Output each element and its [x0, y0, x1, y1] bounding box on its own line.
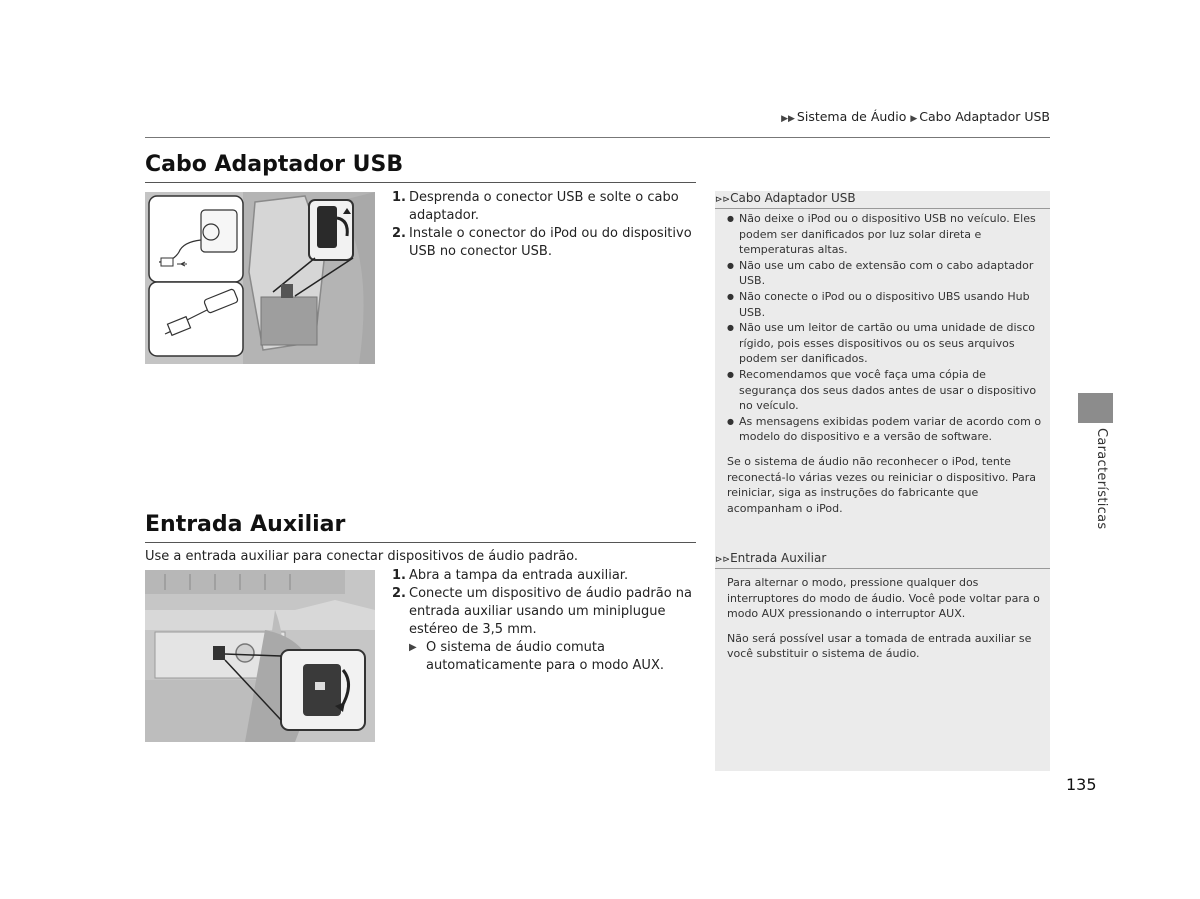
- aux-note-paragraph-1: Para alternar o modo, pressione qualquer dos interruptores do modo de áudio. Você pode voltar para o modo AUX pressionando o interruptor AUX.: [727, 576, 1040, 621]
- list-item: ● Não conecte o iPod ou o dispositivo UBS usando Hub USB.: [727, 289, 1042, 320]
- usb-note-heading: [715, 191, 1050, 205]
- usb-step-1: [392, 189, 697, 225]
- list-item: ● Não use um leitor de cartão ou uma unidade de disco rígido, pois esses dispositivos ou os seus arquivos podem ser danificados.: [727, 320, 1042, 367]
- breadcrumb: [781, 109, 1050, 124]
- aux-note-paragraph-2: Não será possível usar a tomada de entrada auxiliar se você substituir o sistema de áudio.: [727, 631, 1032, 661]
- usb-note-paragraph: Se o sistema de áudio não reconhecer o iPod, tente reconectá-lo várias vezes ou reiniciar o dispositivo. Para reiniciar, siga as instruções do fabricante que acompanham o iPod.: [727, 454, 1037, 515]
- aux-section-divider: [145, 542, 696, 543]
- aux-note-body: [727, 575, 1042, 662]
- list-item: ● Não deixe o iPod ou o dispositivo USB no veículo. Eles podem ser danificados por luz solar direta e temperaturas altas.: [727, 211, 1042, 258]
- aux-note-heading-text: Entrada Auxiliar: [730, 551, 827, 565]
- usb-note-body: [727, 211, 1042, 516]
- chapter-tab-label: Características: [1094, 428, 1109, 530]
- aux-substep: [392, 639, 697, 675]
- step-text: Desprenda o conector USB e solte o cabo adaptador.: [409, 190, 679, 223]
- list-item: ● Não use um cabo de extensão com o cabo adaptador USB.: [727, 258, 1042, 289]
- usb-console-drawing: [145, 192, 375, 364]
- reference-icon: ⊳⊳: [715, 195, 731, 205]
- usb-steps: [392, 189, 697, 261]
- step-number: 1.: [392, 190, 406, 205]
- double-arrow-icon: ▶▶: [781, 114, 795, 124]
- list-item: ● Recomendamos que você faça uma cópia de segurança dos seus dados antes de usar o dispositivo no veículo.: [727, 367, 1042, 414]
- aux-note-heading: [715, 551, 1050, 565]
- aux-section-title: Entrada Auxiliar: [145, 512, 346, 537]
- list-item: ● As mensagens exibidas podem variar de acordo com o modelo do dispositivo e a versão de software.: [727, 414, 1042, 445]
- reference-icon: ⊳⊳: [715, 555, 731, 565]
- arrow-icon: ▶: [910, 114, 918, 124]
- result-arrow-icon: ▶: [409, 642, 417, 653]
- step-number: 1.: [392, 568, 406, 583]
- usb-section-divider: [145, 182, 696, 183]
- step-number: 2.: [392, 226, 406, 241]
- aux-console-drawing: [145, 570, 375, 742]
- step-text: Conecte um dispositivo de áudio padrão na entrada auxiliar usando um miniplugue estéreo de 3,5 mm.: [409, 586, 693, 637]
- usb-note-divider: [715, 208, 1050, 209]
- usb-note-heading-text: Cabo Adaptador USB: [730, 191, 856, 205]
- substep-text: O sistema de áudio comuta automaticamente para o modo AUX.: [426, 640, 664, 673]
- page-number: 135: [1066, 775, 1097, 794]
- usb-step-2: [392, 225, 697, 261]
- aux-step-1: [392, 567, 697, 585]
- aux-illustration: [145, 570, 375, 742]
- aux-intro: Use a entrada auxiliar para conectar dispositivos de áudio padrão.: [145, 549, 579, 564]
- breadcrumb-part2: Cabo Adaptador USB: [919, 109, 1050, 124]
- chapter-tab: [1078, 393, 1113, 423]
- aux-note-divider: [715, 568, 1050, 569]
- step-number: 2.: [392, 586, 406, 601]
- breadcrumb-part1: Sistema de Áudio: [796, 109, 907, 124]
- usb-note-list: [727, 211, 1042, 445]
- aux-step-2: [392, 585, 697, 639]
- aux-steps: [392, 567, 697, 675]
- step-text: Instale o conector do iPod ou do dispositivo USB no conector USB.: [409, 226, 692, 259]
- usb-section-title: Cabo Adaptador USB: [145, 152, 404, 177]
- step-text: Abra a tampa da entrada auxiliar.: [409, 568, 629, 583]
- header-divider: [145, 137, 1050, 138]
- usb-illustration: [145, 192, 375, 364]
